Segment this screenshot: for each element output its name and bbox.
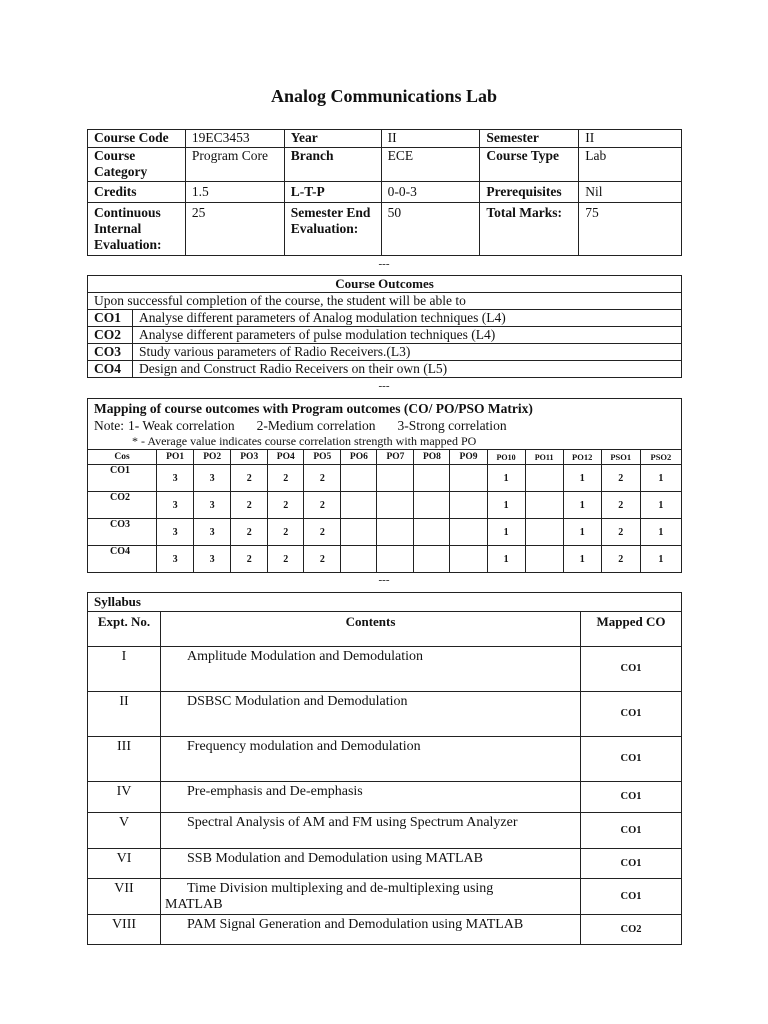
note-weak: 1- Weak correlation <box>128 418 235 433</box>
mapping-header <box>88 399 682 450</box>
mapping-cell: 2 <box>601 492 640 519</box>
mapping-cell: 1 <box>640 492 681 519</box>
expt-number: VI <box>88 849 161 879</box>
expt-contents: Frequency modulation and Demodulation <box>161 737 581 782</box>
mapping-co-label: CO4 <box>88 546 157 573</box>
note-medium: 2-Medium correlation <box>256 418 376 433</box>
mapping-cell: 1 <box>487 492 525 519</box>
average-note: * - Average value indicates course correlation strength with mapped PO <box>132 434 477 448</box>
col-po1: PO1 <box>157 450 194 465</box>
outcomes-header: Course Outcomes <box>88 276 682 293</box>
mapped-co: CO1 <box>581 692 682 737</box>
mapping-cell <box>377 546 414 573</box>
course-outcomes-table <box>87 275 682 378</box>
syllabus-row <box>88 813 682 849</box>
year-value: II <box>381 130 480 148</box>
expt-number: III <box>88 737 161 782</box>
mapping-row <box>88 492 682 519</box>
mapping-cell <box>450 465 487 492</box>
col-po5: PO5 <box>304 450 341 465</box>
mapping-cell <box>341 546 377 573</box>
see-label: Semester End Evaluation: <box>284 203 381 256</box>
mapping-cell: 1 <box>640 546 681 573</box>
semester-value: II <box>579 130 682 148</box>
year-label: Year <box>284 130 381 148</box>
total-marks-label: Total Marks: <box>480 203 579 256</box>
course-code-value: 19EC3453 <box>185 130 284 148</box>
mapping-cell <box>414 492 450 519</box>
col-pso1: PSO1 <box>601 450 640 465</box>
separator: --- <box>378 380 390 392</box>
expt-contents: PAM Signal Generation and Demodulation using MATLAB <box>161 915 581 945</box>
expt-number: VII <box>88 879 161 915</box>
info-row <box>88 182 682 203</box>
separator: --- <box>378 574 390 586</box>
see-value: 50 <box>381 203 480 256</box>
mapping-cell: 1 <box>563 492 601 519</box>
page-title: Analog Communications Lab <box>270 86 498 106</box>
mapping-co-label: CO3 <box>88 519 157 546</box>
mapping-cell <box>525 465 563 492</box>
expt-contents: Spectral Analysis of AM and FM using Spectrum Analyzer <box>161 813 581 849</box>
mapping-cell: 3 <box>157 546 194 573</box>
col-mapped-co: Mapped CO <box>581 612 682 647</box>
expt-number: II <box>88 692 161 737</box>
mapping-cell: 1 <box>487 519 525 546</box>
mapping-cell <box>525 492 563 519</box>
mapping-cell <box>414 519 450 546</box>
outcome-row <box>88 361 682 378</box>
ltp-label: L-T-P <box>284 182 381 203</box>
syllabus-column-headers <box>88 612 682 647</box>
outcome-code: CO4 <box>88 361 133 378</box>
credits-label: Credits <box>88 182 186 203</box>
mapping-cell: 2 <box>268 492 304 519</box>
mapping-cell <box>414 546 450 573</box>
mapped-co: CO1 <box>581 813 682 849</box>
col-po2: PO2 <box>194 450 231 465</box>
col-expt-no: Expt. No. <box>88 612 161 647</box>
mapping-row <box>88 519 682 546</box>
outcomes-intro: Upon successful completion of the course, the student will be able to <box>88 293 682 310</box>
info-row <box>88 148 682 182</box>
outcome-code: CO1 <box>88 310 133 327</box>
cie-value: 25 <box>185 203 284 256</box>
info-row <box>88 130 682 148</box>
col-pso2: PSO2 <box>640 450 681 465</box>
col-po11: PO11 <box>525 450 563 465</box>
expt-contents: Pre-emphasis and De-emphasis <box>161 782 581 813</box>
mapping-cell: 2 <box>231 519 268 546</box>
mapping-cell: 2 <box>231 546 268 573</box>
mapping-cell: 2 <box>601 519 640 546</box>
expt-contents: DSBSC Modulation and Demodulation <box>161 692 581 737</box>
mapping-cell <box>377 519 414 546</box>
mapping-cell: 1 <box>487 465 525 492</box>
col-po12: PO12 <box>563 450 601 465</box>
syllabus-header: Syllabus <box>88 593 682 612</box>
outcome-text: Analyse different parameters of Analog modulation techniques (L4) <box>133 310 682 327</box>
outcome-text: Study various parameters of Radio Receivers.(L3) <box>133 344 682 361</box>
mapping-cell: 2 <box>231 465 268 492</box>
mapped-co: CO2 <box>581 915 682 945</box>
expt-contents: Time Division multiplexing and de-multiplexing using MATLAB <box>161 879 581 915</box>
course-category-value: Program Core <box>185 148 284 182</box>
mapping-cell: 2 <box>304 546 341 573</box>
correlation-note <box>94 417 675 434</box>
col-po4: PO4 <box>268 450 304 465</box>
col-po3: PO3 <box>231 450 268 465</box>
outcome-row <box>88 310 682 327</box>
mapping-cell: 3 <box>157 465 194 492</box>
syllabus-row <box>88 692 682 737</box>
mapping-cell: 3 <box>157 492 194 519</box>
outcome-row <box>88 327 682 344</box>
mapping-cell <box>341 519 377 546</box>
mapping-title: Mapping of course outcomes with Program outcomes (CO/ PO/PSO Matrix) <box>94 401 533 416</box>
col-po8: PO8 <box>414 450 450 465</box>
mapping-row <box>88 546 682 573</box>
outcome-code: CO3 <box>88 344 133 361</box>
mapping-cell: 1 <box>563 465 601 492</box>
syllabus-row <box>88 737 682 782</box>
mapping-column-headers <box>88 450 682 465</box>
mapping-co-label: CO1 <box>88 465 157 492</box>
ltp-value: 0-0-3 <box>381 182 480 203</box>
prerequisites-value: Nil <box>579 182 682 203</box>
mapping-cell: 2 <box>231 492 268 519</box>
branch-value: ECE <box>381 148 480 182</box>
credits-value: 1.5 <box>185 182 284 203</box>
col-po6: PO6 <box>341 450 377 465</box>
mapping-cell: 3 <box>194 492 231 519</box>
prerequisites-label: Prerequisites <box>480 182 579 203</box>
mapping-cell <box>377 465 414 492</box>
expt-contents: SSB Modulation and Demodulation using MATLAB <box>161 849 581 879</box>
mapping-co-label: CO2 <box>88 492 157 519</box>
cie-label: Continuous Internal Evaluation: <box>88 203 186 256</box>
col-contents: Contents <box>161 612 581 647</box>
mapping-cell: 2 <box>304 492 341 519</box>
syllabus-row <box>88 849 682 879</box>
mapping-cell: 3 <box>157 519 194 546</box>
info-row <box>88 203 682 256</box>
note-label: Note: <box>94 418 124 433</box>
separator: --- <box>378 258 390 270</box>
course-info-table <box>87 129 682 256</box>
mapping-cell: 2 <box>304 465 341 492</box>
expt-number: V <box>88 813 161 849</box>
mapping-cell: 2 <box>304 519 341 546</box>
mapped-co: CO1 <box>581 879 682 915</box>
mapping-cell <box>341 465 377 492</box>
outcome-row <box>88 344 682 361</box>
syllabus-table <box>87 592 682 945</box>
expt-number: VIII <box>88 915 161 945</box>
mapping-cell <box>450 519 487 546</box>
mapping-cell <box>525 546 563 573</box>
col-po10: PO10 <box>487 450 525 465</box>
col-po7: PO7 <box>377 450 414 465</box>
mapping-cell: 1 <box>640 519 681 546</box>
semester-label: Semester <box>480 130 579 148</box>
note-strong: 3-Strong correlation <box>397 418 507 433</box>
mapped-co: CO1 <box>581 782 682 813</box>
branch-label: Branch <box>284 148 381 182</box>
col-po9: PO9 <box>450 450 487 465</box>
mapping-cell: 2 <box>268 519 304 546</box>
mapping-cell <box>450 546 487 573</box>
syllabus-row <box>88 879 682 915</box>
mapping-cell <box>525 519 563 546</box>
course-type-value: Lab <box>579 148 682 182</box>
mapping-cell: 2 <box>601 546 640 573</box>
syllabus-row <box>88 915 682 945</box>
mapping-cell: 3 <box>194 546 231 573</box>
mapping-cell: 2 <box>268 465 304 492</box>
outcome-text: Analyse different parameters of pulse modulation techniques (L4) <box>133 327 682 344</box>
expt-number: I <box>88 647 161 692</box>
course-type-label: Course Type <box>480 148 579 182</box>
syllabus-row <box>88 782 682 813</box>
mapping-row <box>88 465 682 492</box>
mapping-cell: 3 <box>194 465 231 492</box>
co-po-mapping-table <box>87 398 682 573</box>
mapping-cell <box>450 492 487 519</box>
mapping-cell: 3 <box>194 519 231 546</box>
syllabus-row <box>88 647 682 692</box>
mapped-co: CO1 <box>581 647 682 692</box>
mapping-cell: 1 <box>563 519 601 546</box>
total-marks-value: 75 <box>579 203 682 256</box>
mapped-co: CO1 <box>581 737 682 782</box>
mapping-cell: 1 <box>563 546 601 573</box>
mapping-cell <box>341 492 377 519</box>
outcome-code: CO2 <box>88 327 133 344</box>
mapping-cell: 1 <box>487 546 525 573</box>
expt-contents: Amplitude Modulation and Demodulation <box>161 647 581 692</box>
mapping-cell: 2 <box>268 546 304 573</box>
col-cos: Cos <box>88 450 157 465</box>
mapping-cell <box>414 465 450 492</box>
outcome-text: Design and Construct Radio Receivers on their own (L5) <box>133 361 682 378</box>
mapped-co: CO1 <box>581 849 682 879</box>
mapping-cell: 1 <box>640 465 681 492</box>
course-category-label: Course Category <box>88 148 186 182</box>
mapping-cell <box>377 492 414 519</box>
course-code-label: Course Code <box>88 130 186 148</box>
expt-number: IV <box>88 782 161 813</box>
mapping-cell: 2 <box>601 465 640 492</box>
